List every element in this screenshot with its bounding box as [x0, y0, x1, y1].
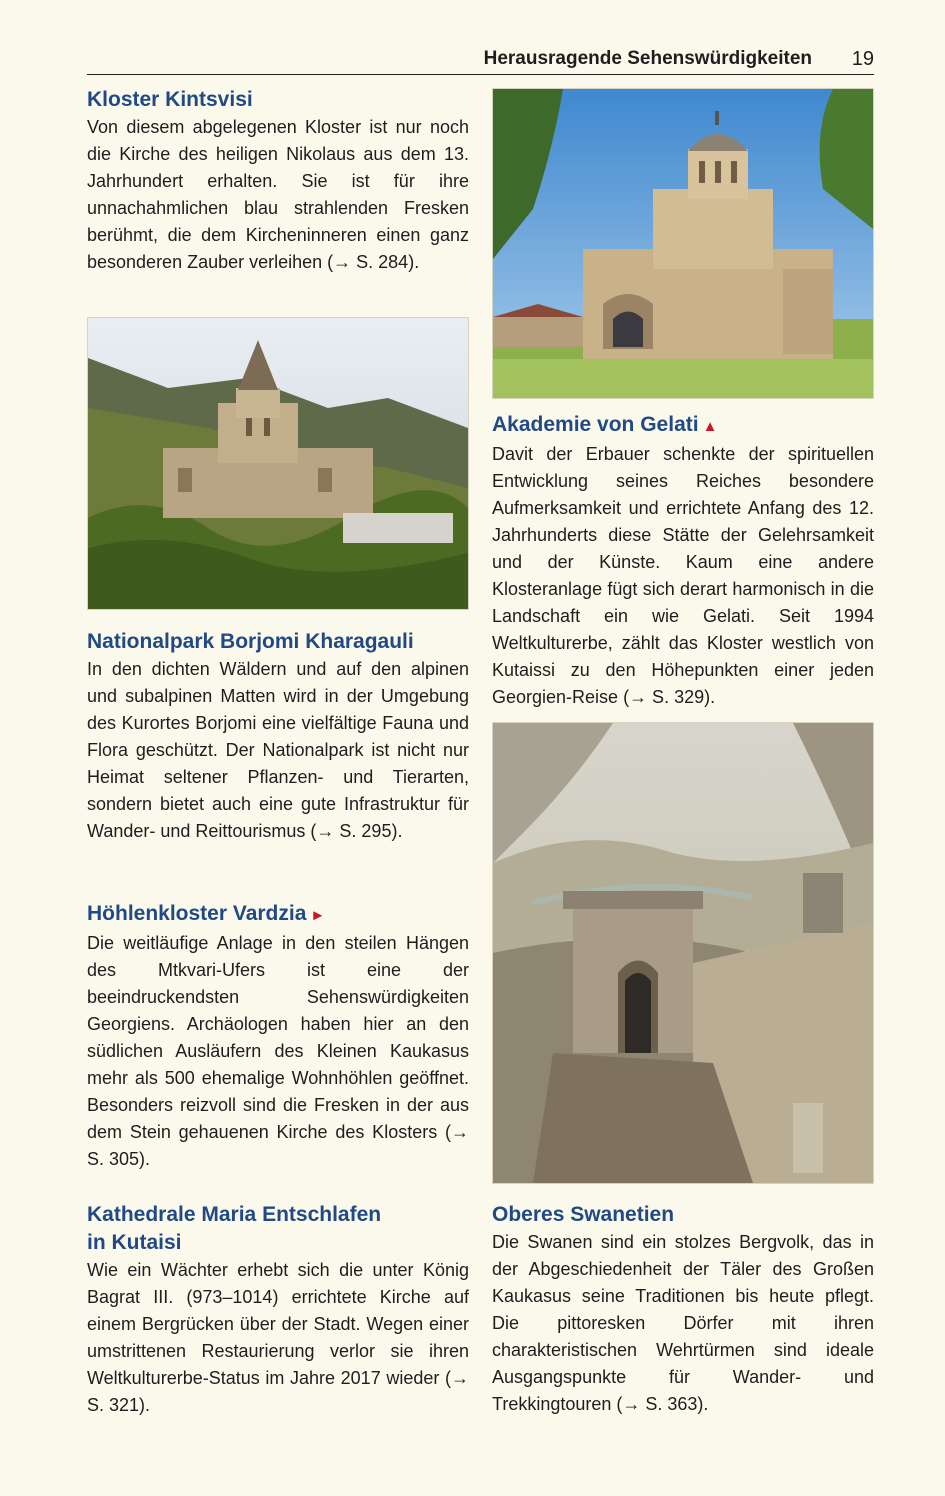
- gelati-photo: [492, 88, 874, 399]
- section-title: Nationalpark Borjomi Kharagauli: [87, 630, 414, 653]
- section-gelati: [492, 411, 874, 711]
- section-text: Wie ein Wächter erhebt sich die unter König Bagrat III. (973–1014) errichtete Kirche auf einem Bergrücken über der Stadt. Wegen einer umstrittenen Restaurierung verlor sie ihren Weltkulturerbe-Status im Jahre 2017 wieder (→ S. 321).: [87, 1260, 469, 1415]
- section-text: Die Swanen sind ein stolzes Bergvolk, das in der Abgeschiedenheit der Täler des Großen Kaukasus seine Traditionen bis heute pflegt. Die pittoresken Dörfer mit ihren charakteristischen Wehrtürmen sind ideale Ausgangspunkte für Wander- und Trekkingtouren (→ S. 363).: [492, 1232, 874, 1414]
- section-text: In den dichten Wäldern und auf den alpinen und subalpinen Matten wird in der Umgebung des Kurortes Borjomi eine vielfältige Fauna und Flora geschützt. Der Nationalpark ist nicht nur Heimat seltener Pflanzen- und Tierarten, sondern bietet auch eine gute Infrastruktur für Wander- und Reittourismus (→ S. 295).: [87, 659, 469, 841]
- section-text: Davit der Erbauer schenkte der spirituellen Entwicklung seines Reiches besondere Aufmerksamkeit und errichtete Anfang des 12. Jahrhunderts diese Stätte der Gelehrsamkeit und der Künste. Kaum eine andere Klosteranlage fügt sich derart harmonisch in die Landschaft ein wie Gelati. Seit 1994 Weltkulturerbe, zählt das Kloster westlich von Kutaissi zu den Höhepunkten einer jeden Georgien-Reise (→ S. 329).: [492, 444, 874, 707]
- section-title-text: Höhlenkloster Vardzia: [87, 902, 307, 925]
- running-header: [87, 44, 874, 75]
- kintsvisi-photo: [87, 317, 469, 610]
- section-vardzia: [87, 900, 469, 1173]
- section-title-line2: in Kutaisi: [87, 1231, 182, 1254]
- section-swanetien: [492, 1201, 874, 1418]
- section-title: [87, 900, 469, 930]
- section-text: Die weitläufige Anlage in den steilen Hängen des Mtkvari-Ufers ist eine der beeindruckendsten Sehenswürdigkeiten Georgiens. Archäologen haben hier an den südlichen Ausläufern des Kleinen Kaukasus mehr als 500 ehemalige Wohnhöhlen geöffnet. Besonders reizvoll sind die Fresken in der aus dem Stein gehauenen Kirche des Klosters (→ S. 305).: [87, 933, 469, 1169]
- vardzia-photo: [492, 722, 874, 1184]
- section-borjomi: [87, 628, 469, 845]
- section-text: Von diesem abgelegenen Kloster ist nur noch die Kirche des heiligen Nikolaus aus dem 13. Jahrhundert erhalten. Sie ist für ihre unnachahmlichen blau strahlenden Fresken berühmt, die dem Kircheninneren einen ganz besonderen Zauber verleihen (→ S. 284).: [87, 117, 469, 272]
- section-title-line1: Kathedrale Maria Entschlafen: [87, 1203, 382, 1226]
- section-kutaisi-cathedral: [87, 1201, 469, 1419]
- triangle-marker-icon: ▲: [702, 418, 718, 435]
- page-number: 19: [851, 48, 874, 70]
- section-title: Kloster Kintsvisi: [87, 88, 253, 111]
- section-title: [492, 411, 874, 441]
- play-marker-icon: ►: [310, 907, 326, 924]
- section-title-text: Akademie von Gelati: [492, 413, 699, 436]
- section-title: Oberes Swanetien: [492, 1203, 675, 1226]
- section-title: [87, 1201, 469, 1257]
- header-title: Herausragende Sehenswürdigkeiten: [483, 48, 812, 69]
- section-kintsvisi: [87, 86, 469, 276]
